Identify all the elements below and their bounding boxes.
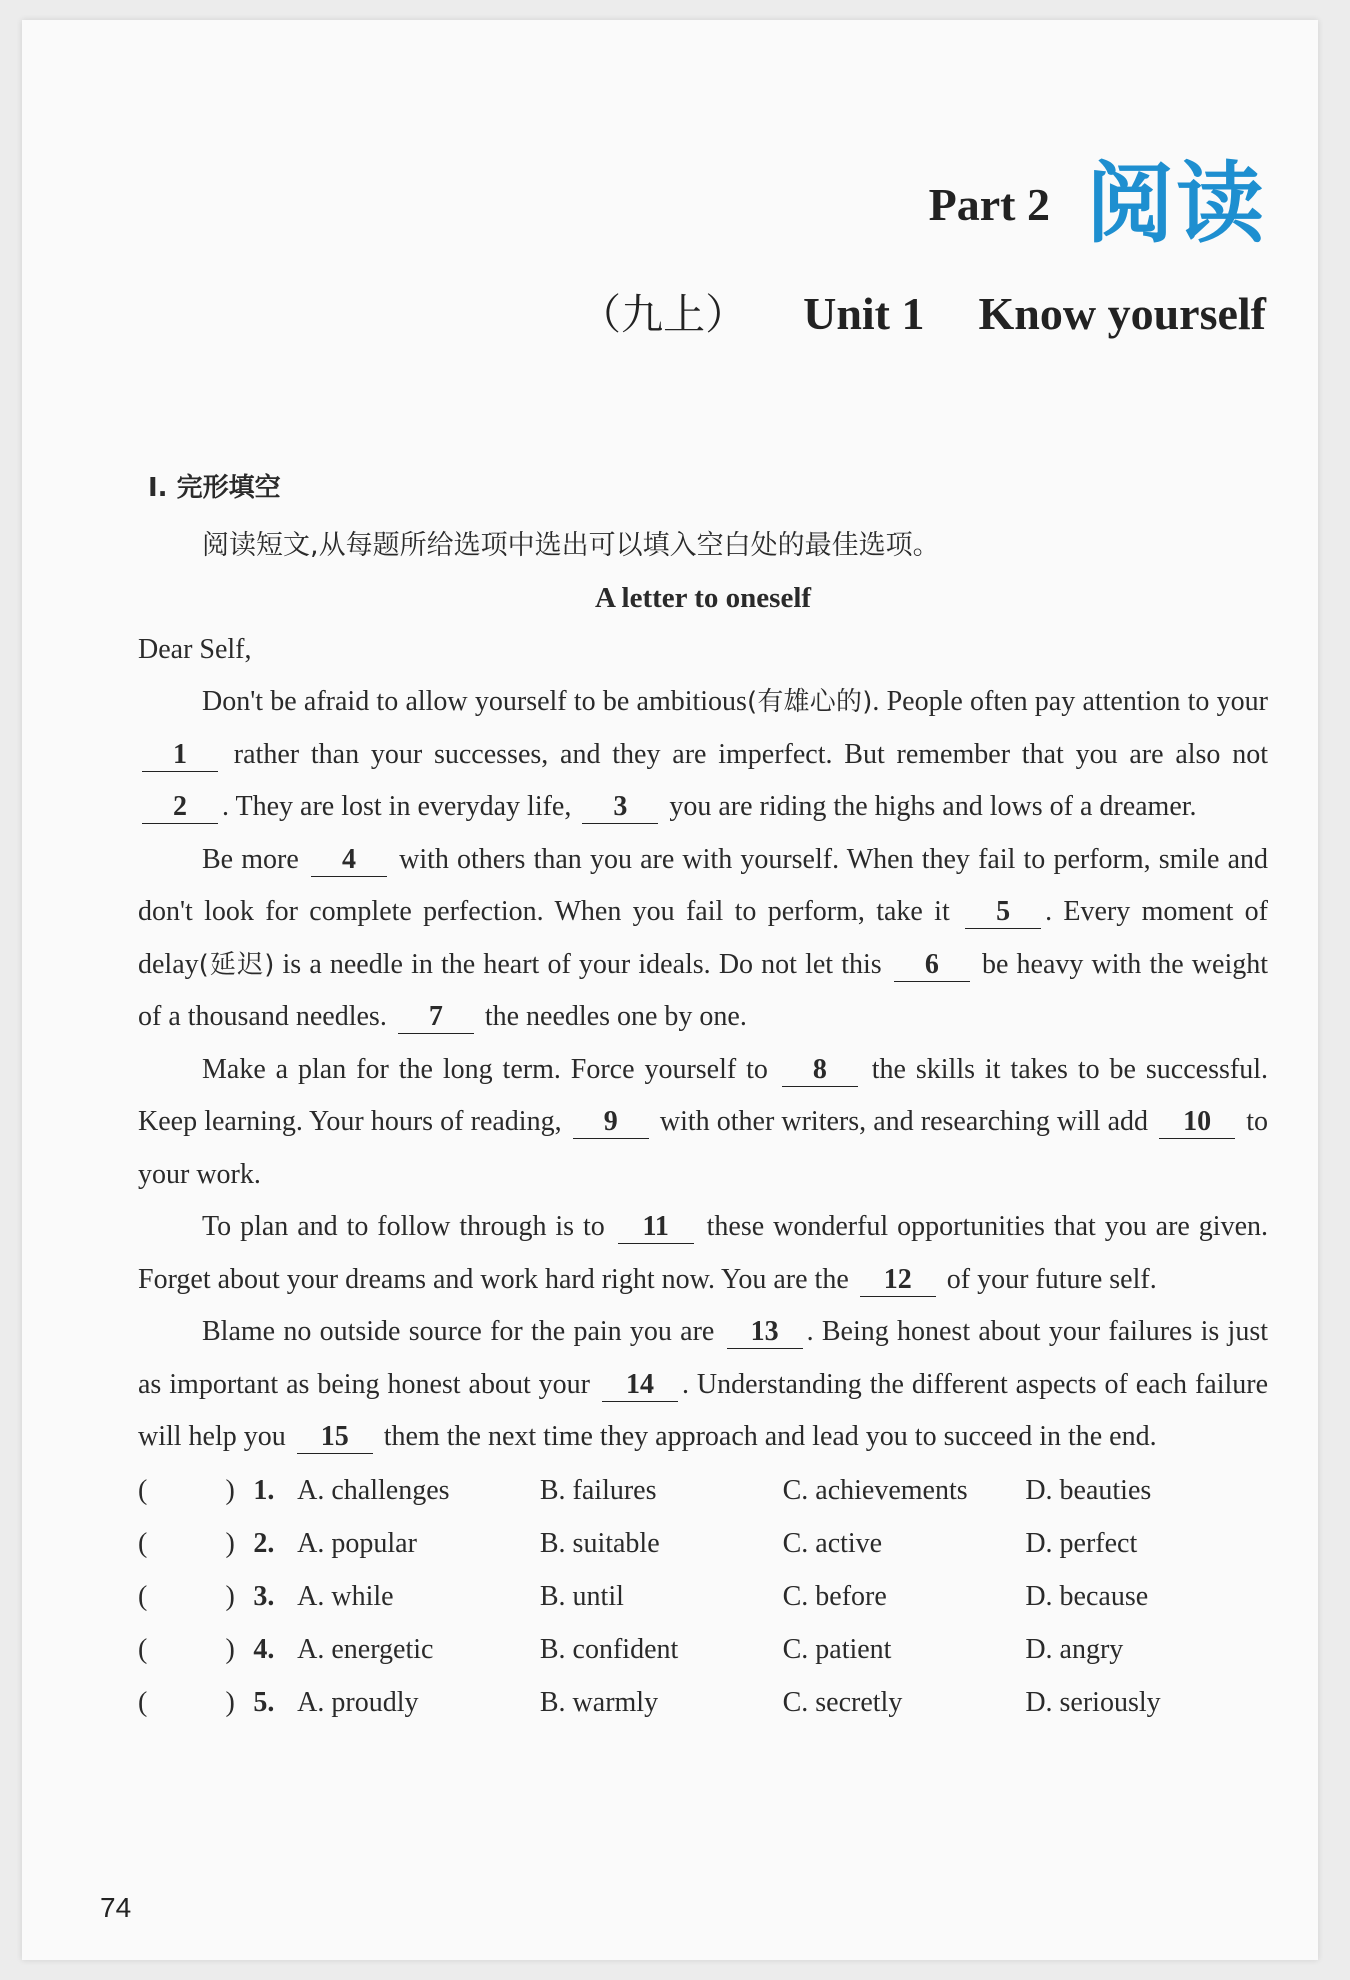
- question-number: 3.: [253, 1580, 275, 1612]
- option-b[interactable]: B. warmly: [539, 1686, 659, 1718]
- exercise-content: [118, 468, 1268, 1729]
- blank-7[interactable]: 7: [398, 1001, 474, 1034]
- option-d[interactable]: D. beauties: [1025, 1474, 1152, 1506]
- blank-2[interactable]: 2: [142, 791, 218, 824]
- gloss: (延迟): [198, 949, 275, 980]
- blank-6[interactable]: 6: [894, 949, 970, 982]
- text: is a needle in the heart of your ideals. Do not let this: [282, 948, 882, 980]
- unit-title: Know yourself: [978, 288, 1266, 339]
- blank-3[interactable]: 3: [582, 791, 658, 824]
- option-a[interactable]: A. while: [297, 1580, 394, 1612]
- question-row: [138, 1570, 1268, 1623]
- text: . Understanding the different aspects of each failure will help you: [138, 1368, 1269, 1452]
- text: with other writers, and researching will add: [659, 1106, 1149, 1137]
- option-d[interactable]: D. because: [1025, 1580, 1149, 1612]
- option-b[interactable]: B. failures: [539, 1474, 657, 1506]
- option-b[interactable]: B. suitable: [539, 1527, 660, 1559]
- text: these wonderful opportunities that you are given. Forget about your dreams and work hard right now. You are the: [138, 1211, 1268, 1295]
- question-row: [138, 1464, 1268, 1517]
- answer-paren-open[interactable]: (: [138, 1633, 148, 1665]
- article-title: A letter to oneself: [594, 582, 812, 614]
- text: rather than your successes, and they are imperfect. But remember that you are also not: [233, 738, 1268, 770]
- answer-paren-close: ): [225, 1633, 235, 1665]
- answer-paren-close: ): [225, 1580, 235, 1612]
- blank-11[interactable]: 11: [618, 1211, 694, 1244]
- answer-paren-close: ): [225, 1474, 235, 1506]
- blank-4[interactable]: 4: [311, 844, 387, 877]
- option-d[interactable]: D. angry: [1025, 1633, 1124, 1665]
- page-number: 74: [100, 1892, 132, 1923]
- text: . Being honest about your failures is just as important as being honest about your: [138, 1316, 1269, 1400]
- question-number: 5.: [253, 1686, 275, 1718]
- question-row: [138, 1676, 1268, 1729]
- option-c[interactable]: C. secretly: [782, 1686, 903, 1718]
- paragraph-1: [138, 676, 1268, 834]
- text: Blame no outside source for the pain you are: [202, 1316, 715, 1347]
- text: them the next time they approach and lead you to succeed in the end.: [383, 1421, 1157, 1452]
- option-a[interactable]: A. proudly: [297, 1686, 419, 1718]
- option-c[interactable]: C. active: [782, 1527, 883, 1559]
- text: you are riding the highs and lows of a dreamer.: [669, 791, 1197, 822]
- paragraph-5: [138, 1306, 1268, 1464]
- option-b[interactable]: B. until: [539, 1580, 624, 1612]
- text: To plan and to follow through is to: [202, 1211, 605, 1242]
- option-d[interactable]: D. seriously: [1025, 1686, 1161, 1718]
- text: the skills it takes to be successful. Keep learning. Your hours of reading,: [138, 1053, 1268, 1137]
- text: . They are lost in everyday life,: [222, 791, 572, 822]
- section-heading: Ⅰ. 完形填空: [148, 473, 281, 503]
- blank-5[interactable]: 5: [965, 896, 1041, 929]
- option-d[interactable]: D. perfect: [1025, 1527, 1138, 1559]
- answer-paren-open[interactable]: (: [138, 1474, 148, 1506]
- option-c[interactable]: C. before: [782, 1580, 887, 1612]
- answer-paren-open[interactable]: (: [138, 1686, 148, 1718]
- section-instruction: 阅读短文,从每题所给选项中选出可以填入空白处的最佳选项。: [202, 530, 940, 561]
- answer-paren-close: ): [225, 1686, 235, 1718]
- question-number: 4.: [253, 1633, 275, 1665]
- question-number: 2.: [253, 1527, 275, 1559]
- gloss: (有雄心的): [746, 687, 873, 717]
- blank-13[interactable]: 13: [727, 1316, 803, 1349]
- text: to your work.: [138, 1106, 1269, 1190]
- page: [22, 20, 1318, 1960]
- part-title-cn: 阅读: [1085, 152, 1266, 255]
- blank-9[interactable]: 9: [573, 1106, 649, 1139]
- unit-heading: [579, 282, 1266, 342]
- blank-10[interactable]: 10: [1159, 1106, 1235, 1139]
- part-label: Part 2: [928, 178, 1050, 230]
- blank-15[interactable]: 15: [297, 1421, 373, 1454]
- paragraph-3: [138, 1044, 1268, 1202]
- part-heading: [928, 152, 1266, 255]
- answer-paren-open[interactable]: (: [138, 1527, 148, 1559]
- text: with others than you are with yourself. When they fail to perform, smile and don't look for complete perfection. When you fail to perform, take it: [138, 843, 1269, 927]
- text: Make a plan for the long term. Force yourself to: [202, 1053, 768, 1085]
- text: of your future self.: [946, 1263, 1157, 1295]
- option-a[interactable]: A. energetic: [297, 1633, 434, 1665]
- blank-1[interactable]: 1: [142, 739, 218, 772]
- blank-8[interactable]: 8: [782, 1054, 858, 1087]
- question-row: [138, 1517, 1268, 1570]
- text: . People often pay attention to your: [872, 686, 1268, 717]
- option-c[interactable]: C. patient: [782, 1633, 892, 1665]
- blank-12[interactable]: 12: [860, 1264, 936, 1297]
- answer-paren-close: ): [225, 1527, 235, 1559]
- text: be heavy with the weight of a thousand needles.: [138, 948, 1269, 1032]
- paragraph-2: [138, 834, 1268, 1044]
- option-a[interactable]: A. popular: [297, 1527, 417, 1559]
- question-options: [138, 1464, 1268, 1729]
- grade-label: （九上）: [579, 290, 748, 339]
- text: . Every moment of delay: [138, 896, 1268, 980]
- question-number: 1.: [253, 1474, 275, 1506]
- page-header: [22, 20, 1318, 380]
- blank-14[interactable]: 14: [602, 1369, 678, 1402]
- option-c[interactable]: C. achievements: [782, 1474, 968, 1506]
- answer-paren-open[interactable]: (: [138, 1580, 148, 1612]
- salutation: Dear Self,: [138, 634, 252, 665]
- option-a[interactable]: A. challenges: [297, 1474, 450, 1506]
- text: Be more: [202, 843, 299, 875]
- option-b[interactable]: B. confident: [539, 1633, 679, 1665]
- unit-number: Unit 1: [803, 288, 925, 339]
- text: the needles one by one.: [484, 1001, 747, 1032]
- paragraph-4: [138, 1201, 1268, 1306]
- text: Don't be afraid to allow yourself to be ambitious: [202, 686, 747, 717]
- question-row: [138, 1623, 1268, 1676]
